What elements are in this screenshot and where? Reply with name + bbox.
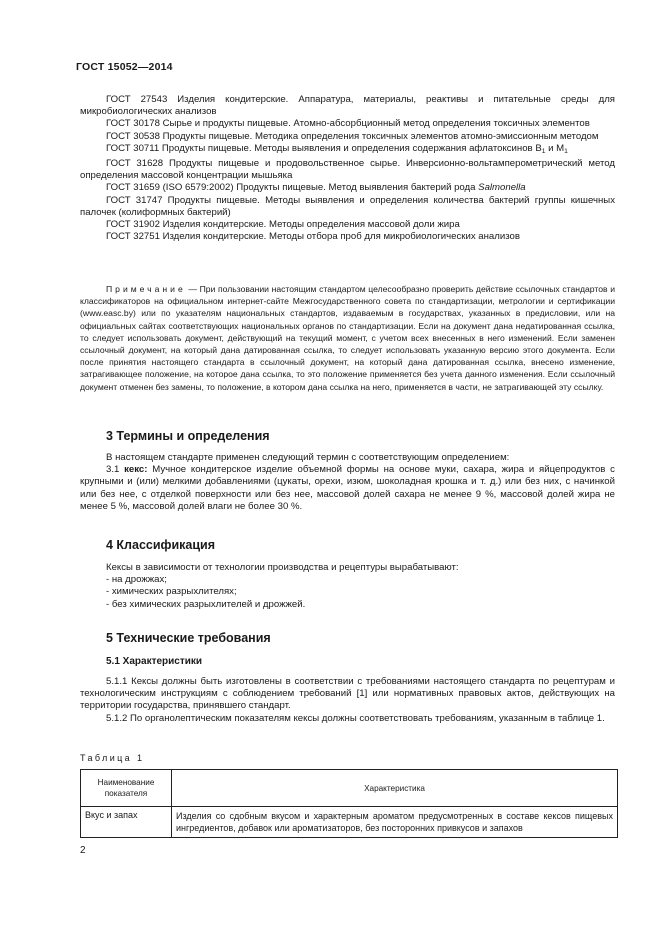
list-item: - на дрожжах; (106, 574, 167, 586)
note-text: — При пользовании настоящим стандартом целесообразно проверить действие ссылочных стандартов и классификаторов на официальном интернет-сайте Межгосударственного совета по стандартизации, метрологии и сертификации (www.easc.by) или по указателям национальных стандартов, издаваемым в государствах, указанных в предисловии, или на официальных сайтах соответствующих национальных органов по стандартизации. Если на документ дана недатированная ссылка, то следует использовать документ, действующий на текущий момент, с учетом всех внесенных в него изменений. Если заменен ссылочный документ, на который дана датированная ссылка, то следует использовать указанную версию этого документа. Если после принятия настоящего стандарта в ссылочный документ, на который дана датированная ссылка, внесено изменение, затрагивающее положение, на которое дана ссылка, то это положение применяется без учета данного изменения. Если ссылочный документ отменен без замены, то положение, в котором дана ссылка на него, применяется в части, не затрагивающей эту ссылку. (80, 284, 615, 392)
reference-item: ГОСТ 30538 Продукты пищевые. Методика определения токсичных элементов атомно-эмиссионным методом (106, 130, 599, 142)
standard-header: ГОСТ 15052—2014 (76, 61, 173, 73)
reference-item: ГОСТ 30178 Сырье и продукты пищевые. Атомно-абсорбционный метод определения токсичных элементов (106, 118, 590, 130)
term-name: кекс: (124, 464, 148, 476)
section-5-title: 5 Технические требования (106, 631, 271, 645)
table-caption: Таблица 1 (80, 753, 145, 763)
note-block (80, 283, 615, 393)
column-header: Наименование показателя (81, 770, 172, 807)
reference-item: ГОСТ 31628 Продукты пищевые и продовольственное сырье. Инверсионно-вольтамперометрический метод определения массовой концентрации мышьяка (80, 158, 615, 182)
reference-item: ГОСТ 31747 Продукты пищевые. Методы выявления и определения количества бактерий группы кишечных палочек (колиформных бактерий) (80, 194, 615, 218)
reference-item: ГОСТ 31659 (ISO 6579:2002) Продукты пищевые. Метод выявления бактерий рода Salmonella (106, 182, 526, 194)
subsection-5-1-title: 5.1 Характеристики (106, 656, 203, 667)
reference-item: ГОСТ 27543 Изделия кондитерские. Аппаратура, материалы, реактивы и питательные среды для микробиологических анализов (80, 94, 615, 118)
references-list (80, 94, 615, 243)
paragraph-5-1-2: 5.1.2 По органолептическим показателям кексы должны соответствовать требованиям, указанным в таблице 1. (106, 712, 605, 724)
paragraph-5-1-1: 5.1.1 Кексы должны быть изготовлены в соответствии с требованиями настоящего стандарта по рецептурам и технологическим инструкциям с соблюдением требований [1] или нормативных правовых актов, действующих на территории государства, принявшего стандарт. (80, 676, 615, 712)
table-header-row (81, 770, 618, 807)
table-cell: Вкус и запах (81, 807, 172, 838)
section-3-intro: В настоящем стандарте применен следующий термин с соответствующим определением: (106, 452, 510, 463)
reference-item: ГОСТ 32751 Изделия кондитерские. Методы отбора проб для микробиологических анализов (106, 231, 520, 243)
section-3-title: 3 Термины и определения (106, 429, 270, 443)
table-row (81, 807, 618, 838)
reference-item: ГОСТ 30711 Продукты пищевые. Методы выявления и определения содержания афлатоксинов $B_1$ и $M_1$ (106, 142, 568, 155)
note-label: Примечание (106, 284, 186, 294)
reference-item: ГОСТ 31902 Изделия кондитерские. Методы определения массовой доли жира (106, 219, 460, 231)
table-1 (80, 769, 618, 838)
section-4-title: 4 Классификация (106, 538, 216, 552)
term-definition: 3.1 кекс: Мучное кондитерское изделие объемной формы на основе муки, сахара, жира и яйцепродуктов с крупными и (или) мелкими добавлениями (цукаты, орехи, изюм, шоколадная крошка и т. д.) или без них, с начинкой или без нее, с отделкой поверхности или без нее, массовой долей сахара не менее 9 %, массовой долей жира не менее 5 %, массовой долей влаги не более 30 %. (80, 464, 615, 512)
section-4-body (80, 562, 615, 611)
list-item: - без химических разрыхлителей и дрожжей. (106, 598, 306, 610)
page-number: 2 (80, 845, 86, 856)
section-4-intro: Кексы в зависимости от технологии производства и рецептуры вырабатывают: (106, 562, 459, 573)
column-header: Характеристика (172, 770, 618, 807)
section-5-body (80, 676, 615, 725)
section-3-body (80, 452, 615, 513)
table-cell: Изделия со сдобным вкусом и характерным ароматом предусмотренных в составе кексов пищевых ингредиентов, добавок или ароматизаторов, без посторонних привкусов и запахов (172, 807, 618, 838)
list-item: - химических разрыхлителях; (106, 586, 237, 598)
